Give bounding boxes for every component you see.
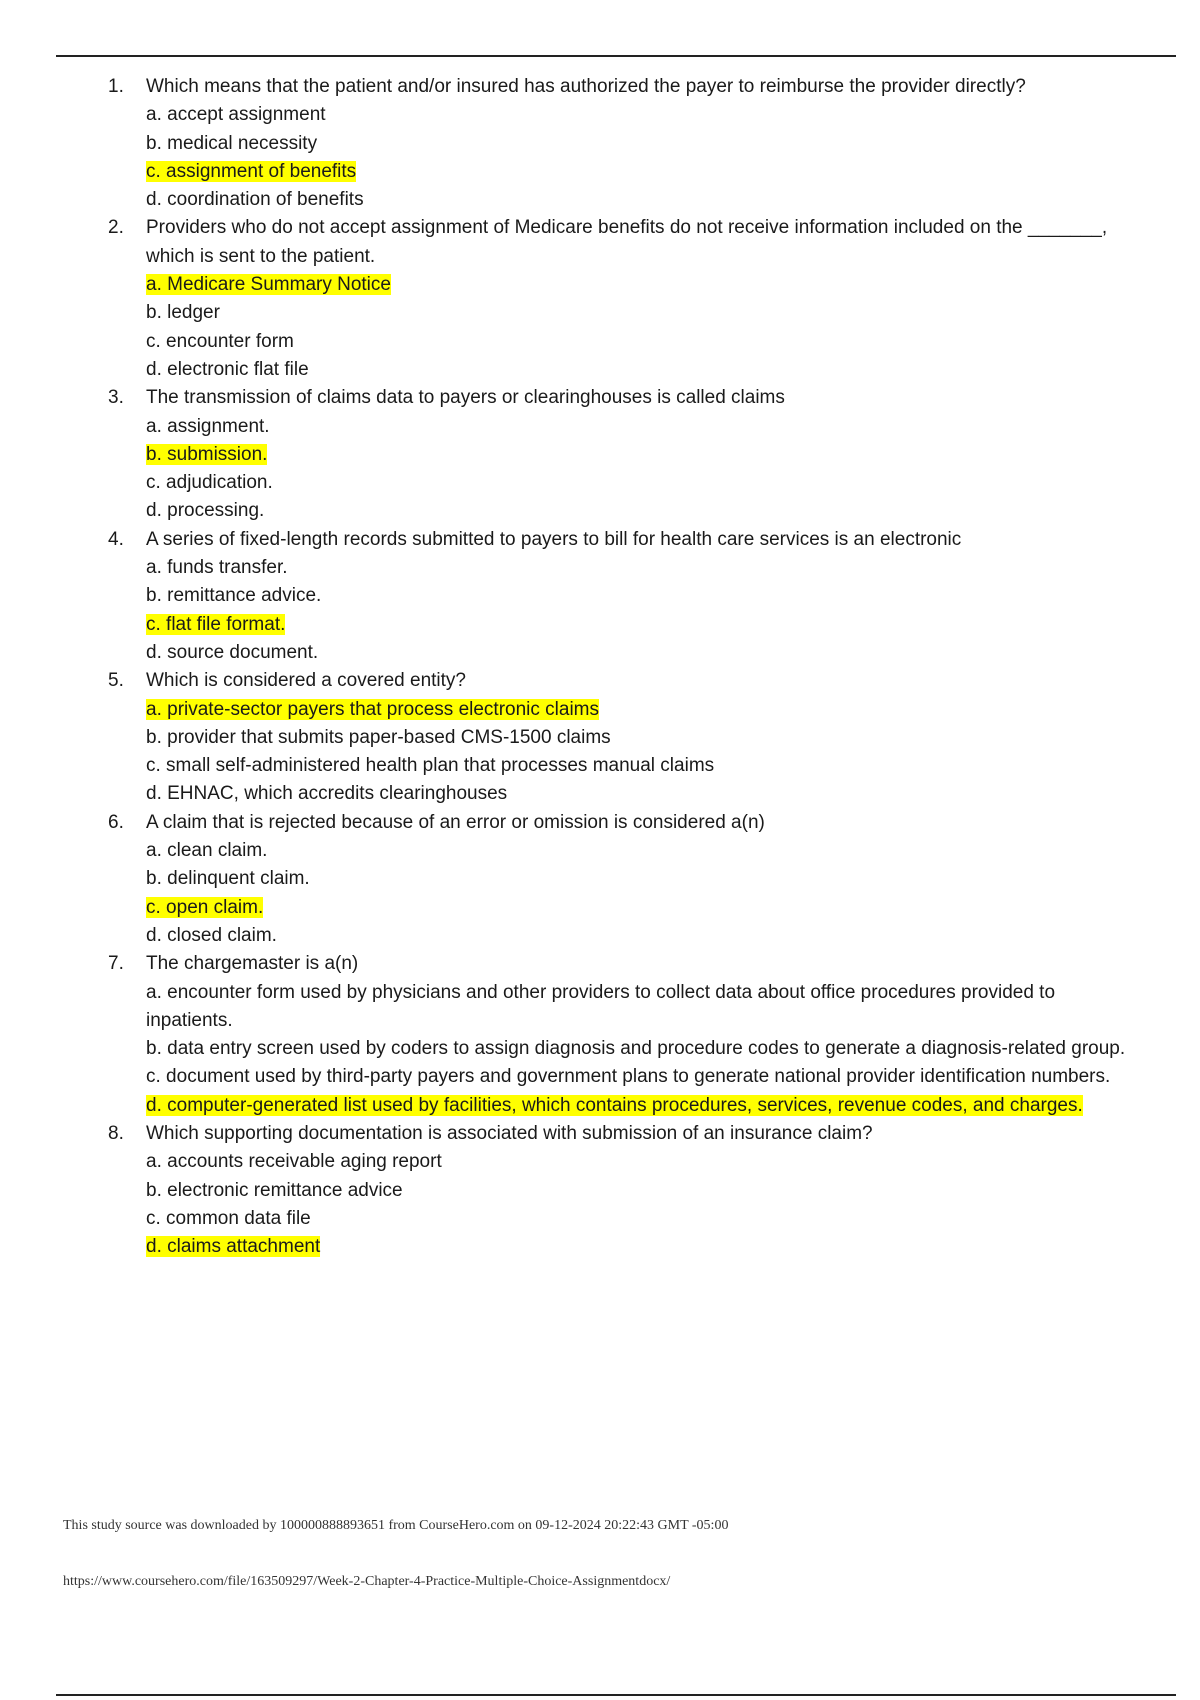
question-item	[108, 1120, 1138, 1261]
answer-option-text: a. Medicare Summary Notice	[146, 274, 391, 296]
answer-option	[146, 752, 1138, 780]
question-text: Providers who do not accept assignment of Medicare benefits do not receive information included on the _______, which is sent to the patient.	[146, 217, 1108, 267]
answer-option-highlighted	[146, 894, 1138, 922]
answer-option-text: b. medical necessity	[146, 132, 318, 154]
answer-option-highlighted	[146, 1092, 1138, 1120]
answer-option	[146, 979, 1138, 1036]
question-item	[108, 214, 1138, 384]
answer-option-text: c. open claim.	[146, 896, 264, 918]
top-rule	[56, 55, 1176, 57]
answer-option-text: b. electronic remittance advice	[146, 1179, 403, 1201]
question-number: 4.	[108, 528, 124, 550]
answer-option-text: b. data entry screen used by coders to assign diagnosis and procedure codes to generate a diagnosis-related group.	[146, 1038, 1126, 1060]
answer-option	[146, 497, 1138, 525]
answer-option-highlighted	[146, 271, 1138, 299]
answer-option-text: c. common data file	[146, 1207, 311, 1229]
question-number: 7.	[108, 953, 124, 975]
answer-option-highlighted	[146, 696, 1138, 724]
question-stem	[108, 667, 1138, 695]
question-number: 1.	[108, 76, 124, 97]
question-number: 3.	[108, 387, 124, 409]
answer-option	[146, 328, 1138, 356]
answer-option	[146, 299, 1138, 327]
answer-option-text: c. assignment of benefits	[146, 160, 357, 182]
answer-option-text: a. encounter form used by physicians and other providers to collect data about office procedures provided to inpatients.	[146, 981, 1056, 1031]
answer-option	[146, 413, 1138, 441]
question-stem	[108, 214, 1138, 271]
answer-option-text: a. private-sector payers that process electronic claims	[146, 698, 600, 720]
answer-option-text: d. computer-generated list used by facilities, which contains procedures, services, revenue codes, and charges.	[146, 1094, 1083, 1116]
question-text: Which means that the patient and/or insured has authorized the payer to reimburse the provider directly?	[146, 76, 1026, 97]
answer-option	[146, 639, 1138, 667]
answer-option-text: d. source document.	[146, 641, 319, 663]
answer-option-text: b. remittance advice.	[146, 585, 322, 607]
answer-option	[146, 1205, 1138, 1233]
question-text: The transmission of claims data to payers or clearinghouses is called claims	[146, 387, 785, 409]
answer-option-text: a. clean claim.	[146, 840, 268, 862]
question-stem	[108, 526, 1138, 554]
answer-option-text: d. claims attachment	[146, 1236, 321, 1258]
answer-option-text: d. closed claim.	[146, 924, 277, 946]
answer-option-highlighted	[146, 611, 1138, 639]
answer-option-text: b. provider that submits paper-based CMS-1500 claims	[146, 726, 611, 748]
question-stem	[108, 950, 1138, 978]
answer-option-text: c. document used by third-party payers and government plans to generate national provider identification numbers.	[146, 1066, 1111, 1088]
answer-option	[146, 582, 1138, 610]
answer-option-text: d. coordination of benefits	[146, 189, 364, 211]
question-text: Which is considered a covered entity?	[146, 670, 466, 692]
question-list	[108, 73, 1138, 1261]
answer-option-text: d. electronic flat file	[146, 358, 309, 380]
answer-option-text: b. submission.	[146, 443, 268, 465]
question-number: 8.	[108, 1122, 124, 1144]
answer-option-highlighted	[146, 158, 1138, 186]
answer-option	[146, 865, 1138, 893]
answer-option-highlighted	[146, 441, 1138, 469]
answer-option	[146, 780, 1138, 808]
answer-option	[146, 922, 1138, 950]
question-stem	[108, 1120, 1138, 1148]
question-number: 5.	[108, 670, 124, 692]
bottom-rule	[56, 1694, 1176, 1696]
question-item	[108, 526, 1138, 667]
question-stem	[108, 809, 1138, 837]
answer-option-text: d. EHNAC, which accredits clearinghouses	[146, 783, 508, 805]
answer-option-text: d. processing.	[146, 500, 265, 522]
question-text: A claim that is rejected because of an error or omission is considered a(n)	[146, 811, 765, 833]
footer-url: https://www.coursehero.com/file/163509297/Week-2-Chapter-4-Practice-Multiple-Choice-Assignmentdocx/	[63, 1574, 671, 1589]
answer-option	[146, 186, 1138, 214]
question-number: 2.	[108, 217, 124, 239]
answer-option	[146, 356, 1138, 384]
answer-option-text: c. adjudication.	[146, 472, 273, 494]
answer-option	[146, 130, 1138, 158]
answer-option	[146, 554, 1138, 582]
question-item	[108, 950, 1138, 1120]
answer-option-text: b. ledger	[146, 302, 220, 324]
question-item	[108, 384, 1138, 525]
question-item	[108, 73, 1138, 214]
answer-option-text: a. accounts receivable aging report	[146, 1151, 442, 1173]
question-item	[108, 667, 1138, 808]
question-number: 6.	[108, 811, 124, 833]
answer-option	[146, 837, 1138, 865]
answer-option	[146, 1063, 1138, 1091]
answer-option	[146, 1177, 1138, 1205]
answer-option-text: c. flat file format.	[146, 613, 286, 635]
question-text: The chargemaster is a(n)	[146, 953, 359, 975]
footer-source-line: This study source was downloaded by 100000888893651 from CourseHero.com on 09-12-2024 20:22:43 GMT -05:00	[63, 1518, 729, 1533]
answer-option	[146, 469, 1138, 497]
answer-option-text: a. accept assignment	[146, 104, 326, 126]
answer-option	[146, 724, 1138, 752]
question-text: Which supporting documentation is associated with submission of an insurance claim?	[146, 1122, 873, 1144]
question-item	[108, 809, 1138, 950]
answer-option	[146, 101, 1138, 129]
question-stem	[108, 384, 1138, 412]
answer-option-text: c. small self-administered health plan that processes manual claims	[146, 755, 715, 777]
answer-option-text: c. encounter form	[146, 330, 294, 352]
question-text: A series of fixed-length records submitted to payers to bill for health care services is an electronic	[146, 528, 962, 550]
answer-option-highlighted	[146, 1233, 1138, 1261]
answer-option-text: b. delinquent claim.	[146, 868, 310, 890]
answer-option	[146, 1148, 1138, 1176]
question-stem	[108, 73, 1138, 101]
answer-option-text: a. assignment.	[146, 415, 270, 437]
answer-option	[146, 1035, 1138, 1063]
answer-option-text: a. funds transfer.	[146, 557, 288, 579]
